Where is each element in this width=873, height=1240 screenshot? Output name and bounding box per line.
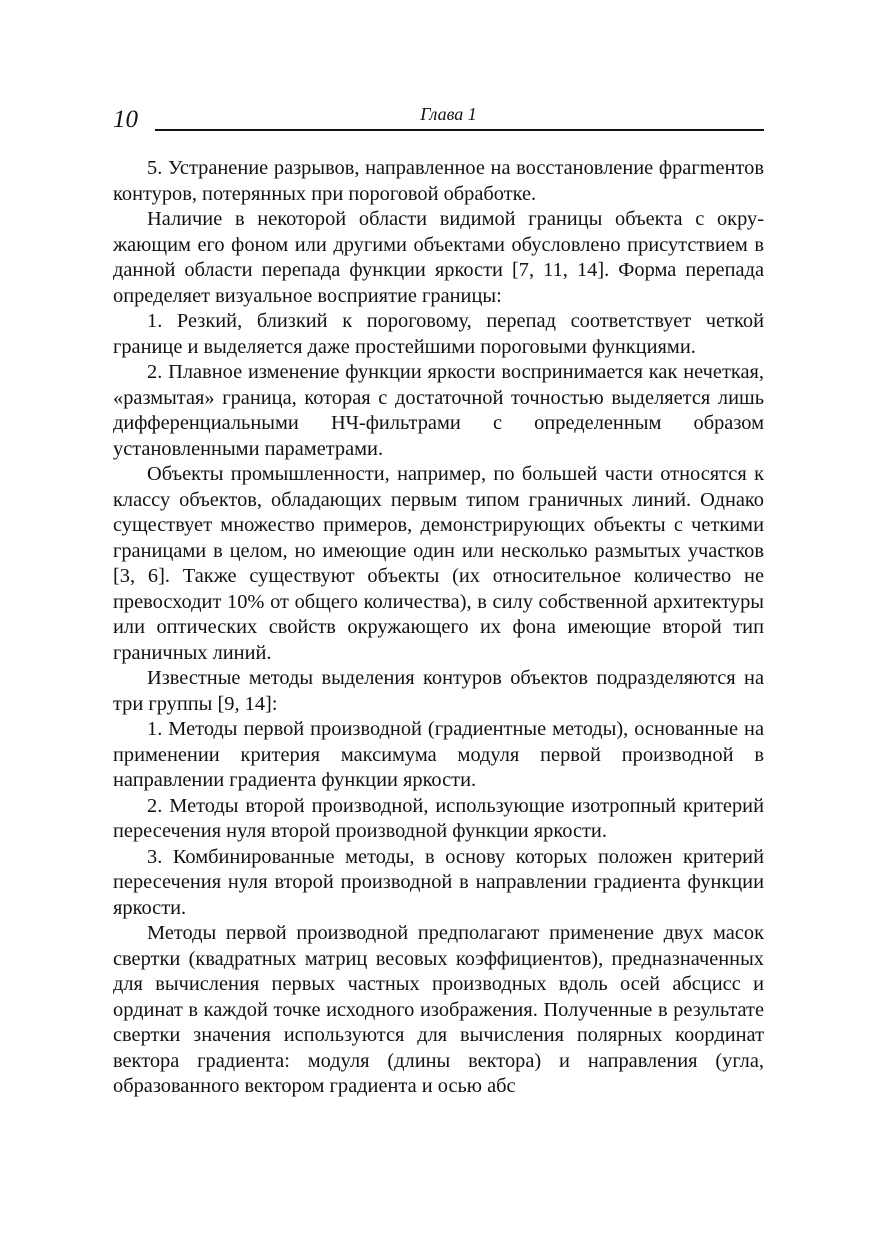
paragraph-sharp-edge: 1. Резкий, близкий к пороговому, перепад соответствует четкой границе и выделяется даже простейшими пороговыми функциями.: [113, 310, 764, 358]
chapter-title: Глава 1: [420, 104, 477, 124]
paragraph-combined-methods: 3. Комбинированные методы, в основу которых положен критерий пересечения нуля второй производной в направлении градиента функции яркости.: [113, 845, 764, 919]
paragraph-boundary-visibility: Наличие в некоторой области видимой границы объекта с окружающим его фоном или другими объектами обусловлено присутствием в данной области перепада функции яркости [7, 11, 14]. Форма перепада определяет визуальное восприятие границы:: [113, 208, 764, 307]
header-rule: [155, 129, 764, 131]
paragraph-smooth-edge: 2. Плавное изменение функции яркости воспринимается как нечеткая, «размытая» граница, которая с достаточной точностью выделяется лишь дифференциальными НЧ-фильтрами с определенным образом установленными параметрами.: [113, 361, 764, 460]
paragraph-second-derivative: 2. Методы второй производной, использующие изотропный критерий пересечения нуля второй производной функции яркости.: [113, 794, 764, 842]
paragraph-item-5: 5. Устранение разрывов, направленное на восстановление фрагmентов контуров, потерянных при пороговой обработке.: [113, 157, 764, 205]
running-header: [113, 102, 764, 134]
paragraph-industrial-objects: Объекты промышленности, например, по большей части относятся к классу объектов, обладающих первым типом граничных линий. Однако существует множество примеров, демонстрирующих объекты с четкими границами в целом, но имеющие один или несколько размытых участков [3, 6]. Также существуют объекты (их относительное количество не превосходит 10% от общего количества), в силу собственной архитектуры или оптических свойств окружающего их фона имеющие второй тип граничных линий.: [113, 463, 764, 664]
paragraph-first-derivative: 1. Методы первой производной (градиентные методы), основанные на применении критерия максимума модуля первой производной в направлении градиента функции яркости.: [113, 718, 764, 791]
paragraph-convolution-masks: Методы первой производной предполагают применение двух масок свертки (квадратных матриц весовых коэффициентов), предназначенных для вычисления первых частных производных вдоль осей абсцисс и ординат в каждой точке исходного изображения. Полученные в результате свертки значения используются для вычисления полярных координат вектора градиента: модуля (длины вектора) и направления (угла, образованного вектором градиента и осью абс: [113, 922, 764, 1097]
paragraph-method-groups: Известные методы выделения контуров объектов подразделяются на три группы [9, 14]:: [113, 667, 764, 715]
page-number: 10: [113, 106, 138, 133]
body-text: [113, 156, 764, 1100]
